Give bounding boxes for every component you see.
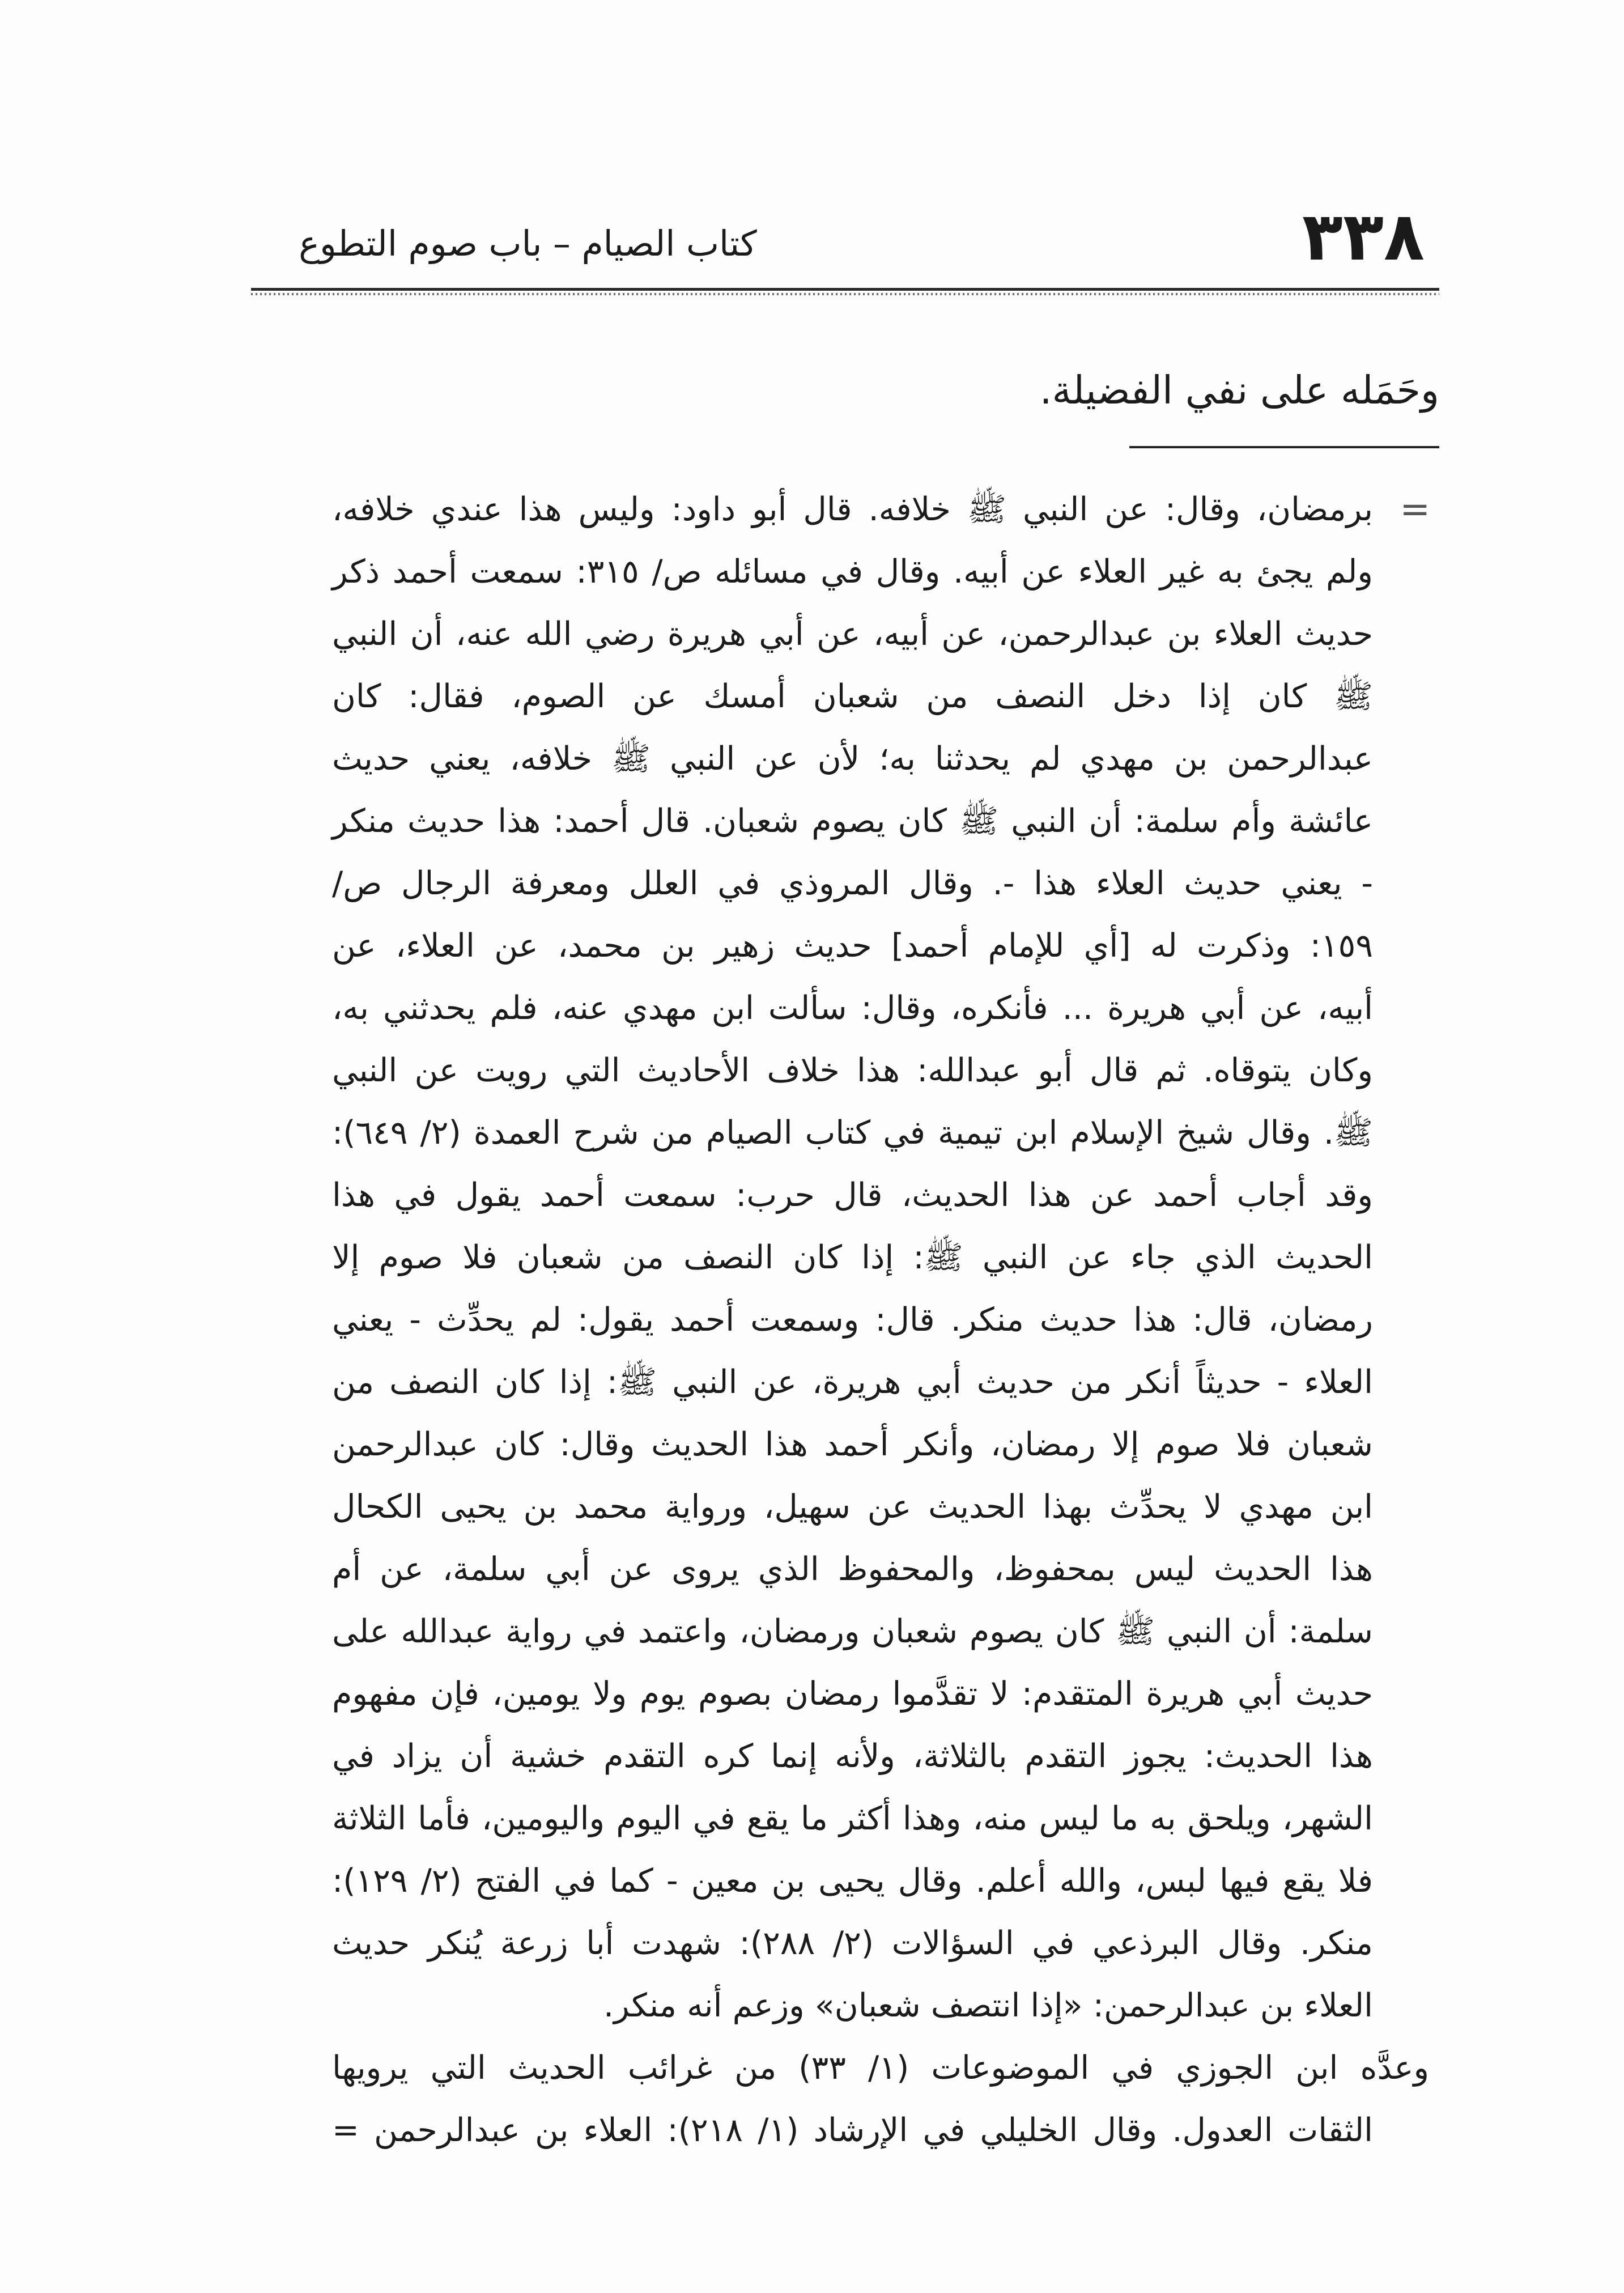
footnote-line: ولم يجئ به غير العلاء عن أبيه. وقال في مسائله ص/ ٣١٥: سمعت أحمد ذكر (332, 553, 1373, 591)
page-number: ٣٣٨ (1302, 197, 1425, 275)
footnote-line: العلاء - حديثاً أنكر من حديث أبي هريرة، عن النبي ﷺ: إذا كان النصف من (332, 1364, 1373, 1401)
footnote-line: سلمة: أن النبي ﷺ كان يصوم شعبان ورمضان، واعتمد في رواية عبدالله على (332, 1613, 1373, 1650)
footnote-line: منكر. وقال البرذعي في السؤالات (٢/ ٢٨٨): شهدت أبا زرعة يُنكر حديث (332, 1925, 1373, 1962)
footnote-line: وقد أجاب أحمد عن هذا الحديث، قال حرب: سمعت أحمد يقول في هذا (332, 1177, 1373, 1214)
continuation-marker: = (1400, 489, 1430, 530)
footnote-line: الشهر، ويلحق به ما ليس منه، وهذا أكثر ما يقع في اليوم واليومين، فأما الثلاثة (332, 1800, 1373, 1837)
footnote-line: برمضان، وقال: عن النبي ﷺ خلافه. قال أبو داود: وليس هذا عندي خلافه، (332, 491, 1373, 528)
footnote-line: الثقات العدول. وقال الخليلي في الإرشاد (١/ ٢١٨): العلاء بن عبدالرحمن = (332, 2112, 1374, 2149)
footnote-line: حديث أبي هريرة المتقدم: لا تقدَّموا رمضان بصوم يوم ولا يومين، فإن مفهوم (332, 1675, 1373, 1713)
footnote-line: - يعني حديث العلاء هذا -. وقال المروذي في العلل ومعرفة الرجال ص/ (332, 865, 1373, 902)
footnote-block (332, 478, 1430, 2162)
main-text-line: وحَمَله على نفي الفضيلة. (1039, 368, 1439, 413)
footnote-line: وعدَّه ابن الجوزي في الموضوعات (١/ ٣٣) من غرائب الحديث التي يرويها (332, 2049, 1430, 2087)
header-rule (251, 288, 1439, 296)
footnote-line: عائشة وأم سلمة: أن النبي ﷺ كان يصوم شعبان. قال أحمد: هذا حديث منكر (332, 802, 1373, 840)
footnote-line: ١٥٩: وذكرت له [أي للإمام أحمد] حديث زهير بن محمد، عن العلاء، عن (332, 927, 1373, 965)
footnote-line: العلاء بن عبدالرحمن: «إذا انتصف شعبان» وزعم أنه منكر. (603, 1987, 1373, 2024)
footnote-line: ﷺ كان إذا دخل النصف من شعبان أمسك عن الصوم، فقال: كان (332, 678, 1373, 715)
footnote-separator (1129, 446, 1439, 448)
footnote-line: الحديث الذي جاء عن النبي ﷺ: إذا كان النصف من شعبان فلا صوم إلا (332, 1239, 1373, 1276)
footnote-line: ابن مهدي لا يحدِّث بهذا الحديث عن سهيل، ورواية محمد بن يحيى الكحال (332, 1488, 1373, 1526)
footnote-line: رمضان، قال: هذا حديث منكر. قال: وسمعت أحمد يقول: لم يحدِّث - يعني (332, 1301, 1373, 1339)
footnote-line: حديث العلاء بن عبدالرحمن، عن أبيه، عن أبي هريرة رضي الله عنه، أن النبي (332, 615, 1373, 653)
footnote-line: شعبان فلا صوم إلا رمضان، وأنكر أحمد هذا الحديث وقال: كان عبدالرحمن (332, 1426, 1373, 1463)
footnote-line: أبيه، عن أبي هريرة ... فأنكره، وقال: سألت ابن مهدي عنه، فلم يحدثني به، (332, 990, 1373, 1027)
footnote-line: هذا الحديث ليس بمحفوظ، والمحفوظ الذي يروى عن أبي سلمة، عن أم (332, 1551, 1373, 1588)
footnote-line: ﷺ. وقال شيخ الإسلام ابن تيمية في كتاب الصيام من شرح العمدة (٢/ ٦٤٩): (332, 1114, 1373, 1152)
running-header-title: كتاب الصيام – باب صوم التطوع (299, 223, 757, 264)
footnote-line: هذا الحديث: يجوز التقدم بالثلاثة، ولأنه إنما كره التقدم خشية أن يزاد في (332, 1738, 1373, 1775)
footnote-line: فلا يقع فيها لبس، والله أعلم. وقال يحيى بن معين - كما في الفتح (٢/ ١٢٩): (332, 1862, 1374, 1900)
footnote-line: وكان يتوقاه. ثم قال أبو عبدالله: هذا خلاف الأحاديث التي رويت عن النبي (332, 1052, 1373, 1089)
footnote-line: عبدالرحمن بن مهدي لم يحدثنا به؛ لأن عن النبي ﷺ خلافه، يعني حديث (332, 740, 1373, 778)
